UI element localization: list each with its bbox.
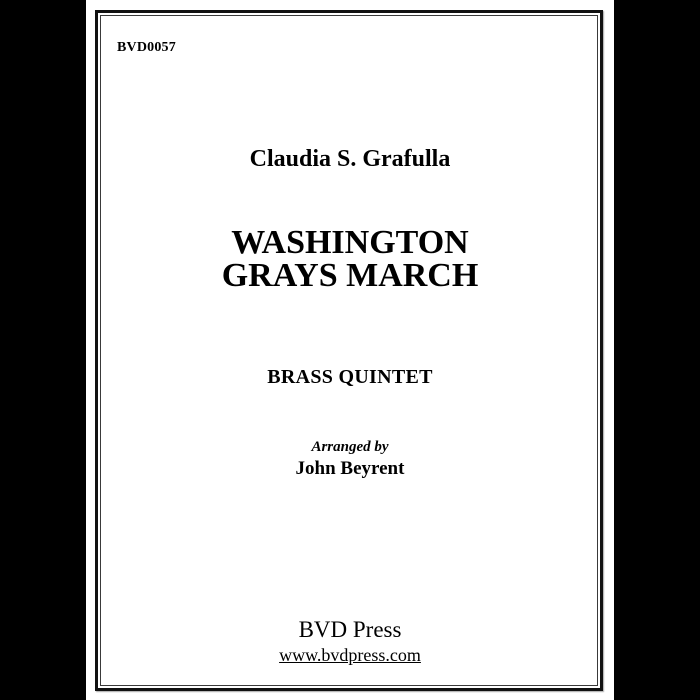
ensemble-type: BRASS QUINTET bbox=[267, 366, 433, 388]
publisher-name: BVD Press bbox=[298, 617, 402, 642]
composer-name: Claudia S. Grafulla bbox=[249, 146, 451, 172]
work-title bbox=[86, 226, 614, 292]
work-title-line1: WASHINGTON bbox=[231, 224, 469, 261]
arranged-by-label: Arranged by bbox=[311, 439, 389, 455]
publisher-url-link[interactable]: www.bvdpress.com bbox=[279, 645, 421, 665]
work-title-line2: GRAYS MARCH bbox=[221, 257, 479, 294]
double-border-frame-inner bbox=[100, 15, 598, 686]
double-border-frame-outer bbox=[95, 10, 603, 691]
publisher-url bbox=[86, 645, 614, 666]
cover-page bbox=[86, 0, 614, 700]
arranger-name: John Beyrent bbox=[295, 458, 405, 479]
catalog-number: BVD0057 bbox=[117, 40, 176, 55]
